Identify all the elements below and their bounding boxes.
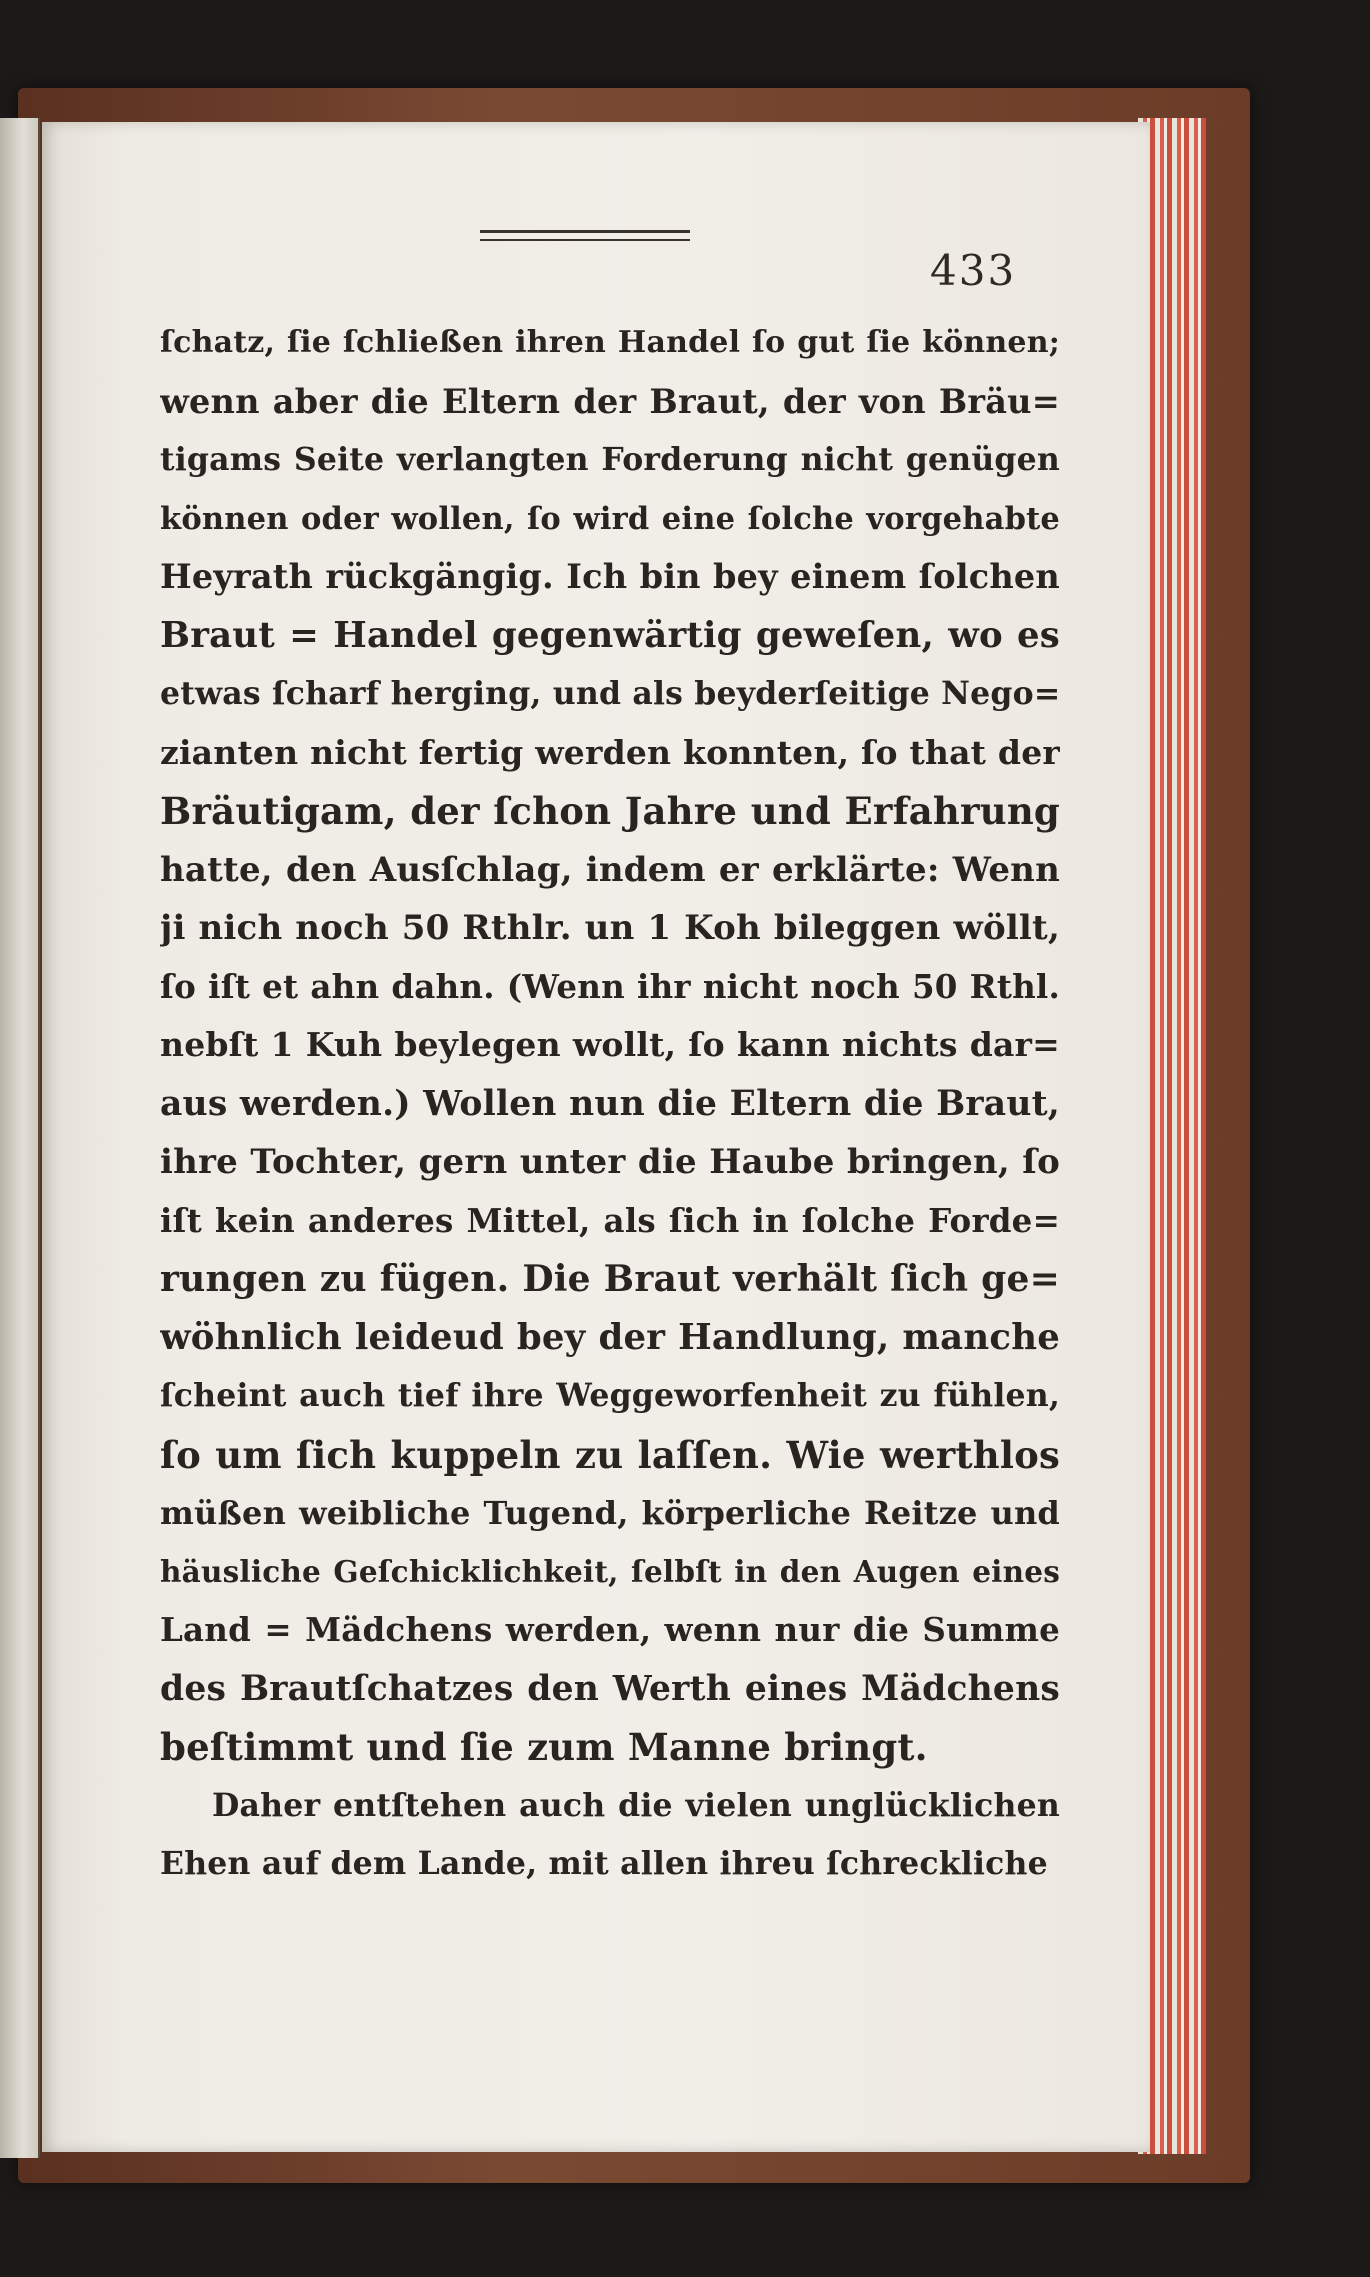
- text-line: hatte, den Ausſchlag, indem er erklärte: Wenn: [160, 849, 1060, 890]
- text-line: Daher entſtehen auch die vielen unglücklichen: [212, 1786, 1060, 1824]
- header-rule-bottom: [480, 239, 690, 241]
- text-line: Ehen auf dem Lande, mit allen ihreu ſchreckliche: [160, 1845, 1048, 1882]
- text-line: Heyrath rückgängig. Ich bin bey einem ſolchen: [160, 557, 1060, 596]
- text-line: des Brautſchatzes den Werth eines Mädchens: [160, 1668, 1060, 1709]
- text-line: aus werden.) Wollen nun die Eltern die Braut,: [160, 1083, 1060, 1124]
- text-line: beſtimmt und ſie zum Manne bringt.: [160, 1725, 928, 1769]
- text-line: häusliche Geſchicklichkeit, ſelbſt in den Augen eines: [160, 1553, 1060, 1589]
- body-text: [160, 314, 1060, 1894]
- text-line: nebſt 1 Kuh beylegen wollt, ſo kann nichts dar=: [160, 1025, 1060, 1064]
- text-line: Braut = Handel gegenwärtig geweſen, wo es: [160, 614, 1060, 656]
- text-line: Land = Mädchens werden, wenn nur die Summe: [160, 1610, 1060, 1649]
- header-rule: [480, 230, 690, 244]
- book-page: [42, 122, 1150, 2152]
- text-line: iſt kein anderes Mittel, als ſich in ſolche Forde=: [160, 1200, 1060, 1240]
- left-page-edge: [0, 118, 40, 2158]
- text-line: ſo iſt et ahn dahn. (Wenn ihr nicht noch 50 Rthl.: [160, 966, 1060, 1006]
- header-rule-top: [480, 230, 690, 233]
- text-line: ſcheint auch tief ihre Weggeworfenheit zu fühlen,: [160, 1377, 1060, 1414]
- text-line: können oder wollen, ſo wird eine ſolche vorgehabte: [160, 500, 1060, 537]
- text-line: zianten nicht fertig werden konnten, ſo that der: [160, 732, 1060, 772]
- text-line: ji nich noch 50 Rthlr. un 1 Koh bileggen wöllt,: [160, 908, 1060, 948]
- text-line: müßen weibliche Tugend, körperliche Reitze und: [160, 1494, 1060, 1532]
- text-line: ſchatz, ſie ſchließen ihren Handel ſo gut ſie können;: [160, 325, 1060, 360]
- text-line: ihre Tochter, gern unter die Haube bringen, ſo: [160, 1142, 1060, 1182]
- text-line: Bräutigam, der ſchon Jahre und Erfahrung: [160, 789, 1060, 833]
- text-line: wenn aber die Eltern der Braut, der von Bräu=: [160, 381, 1060, 421]
- page-number: 433: [930, 246, 1017, 295]
- text-line: tigams Seite verlangten Forderung nicht genügen: [160, 441, 1060, 478]
- text-line: wöhnlich leideud bey der Handlung, manche: [160, 1316, 1060, 1358]
- text-line: etwas ſcharf herging, und als beyderſeitige Nego=: [160, 675, 1060, 712]
- text-line: ſo um ſich kuppeln zu laſſen. Wie werthlos: [160, 1432, 1060, 1477]
- text-line: rungen zu fügen. Die Braut verhält ſich ge=: [160, 1258, 1060, 1300]
